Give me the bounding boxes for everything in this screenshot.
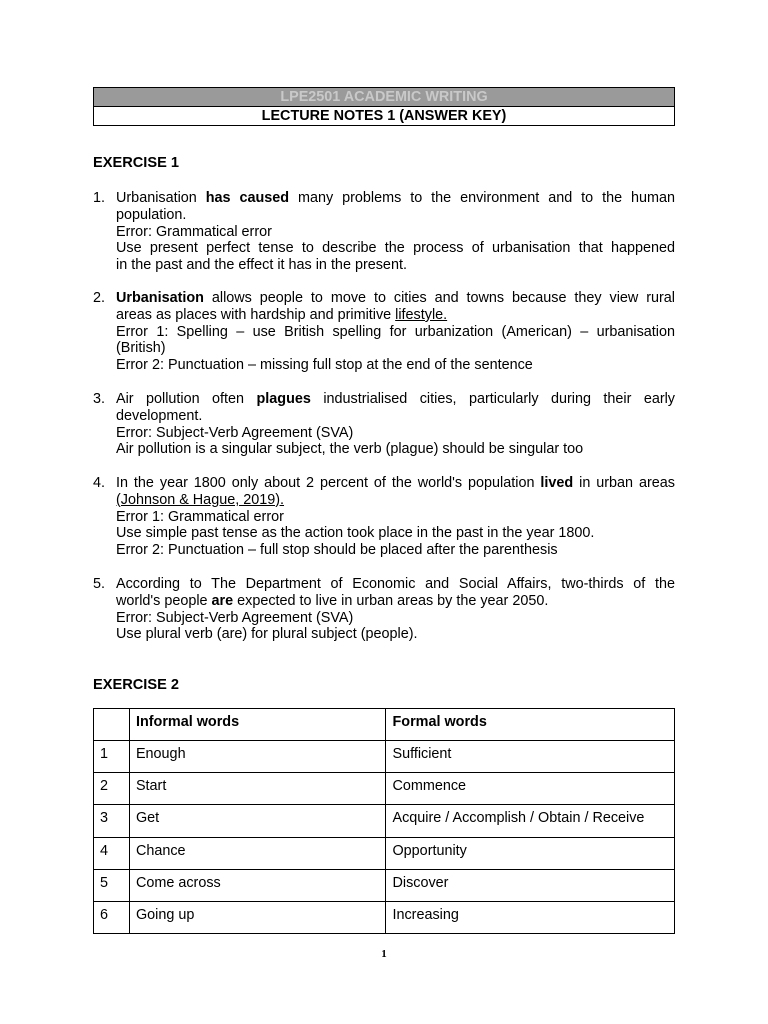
- informal-word: Start: [129, 773, 386, 805]
- item-line: In the year 1800 only about 2 percent of the world's population lived in urban areas: [116, 475, 675, 491]
- error-label: Error 2: Punctuation – missing full stop at the end of the sentence: [116, 357, 533, 374]
- table-row: [94, 902, 675, 934]
- item-line: world's people are expected to live in urban areas by the year 2050.: [116, 592, 549, 609]
- item-line: population.: [116, 206, 187, 223]
- exercise-1-item-3: [93, 391, 675, 458]
- informal-word: Get: [129, 805, 386, 838]
- item-number: 1.: [93, 190, 106, 206]
- course-title: LPE2501 ACADEMIC WRITING: [94, 88, 674, 107]
- table-header-row: [94, 709, 675, 741]
- row-number: 4: [94, 838, 130, 870]
- column-header-informal: Informal words: [129, 709, 386, 741]
- error-label: Error: Grammatical error: [116, 223, 272, 240]
- exercise-1-item-4: [93, 475, 675, 559]
- header-box: [93, 87, 675, 126]
- informal-word: Chance: [129, 838, 386, 870]
- explanation-line: (British): [116, 340, 166, 357]
- exercise-2-heading: EXERCISE 2: [93, 677, 179, 693]
- error-label: Error 2: Punctuation – full stop should be placed after the parenthesis: [116, 542, 558, 559]
- row-number: 2: [94, 773, 130, 805]
- row-number: 3: [94, 805, 130, 838]
- lecture-title: LECTURE NOTES 1 (ANSWER KEY): [261, 108, 507, 124]
- exercise-1-item-1: [93, 190, 675, 274]
- formal-word: Commence: [386, 773, 675, 805]
- words-table: [93, 708, 675, 934]
- formal-word: Sufficient: [386, 741, 675, 773]
- formal-word: Increasing: [386, 902, 675, 934]
- item-line: Air pollution often plagues industrialised cities, particularly during their early: [116, 391, 676, 407]
- formal-word: Discover: [386, 870, 675, 902]
- table-row: [94, 805, 675, 838]
- column-header-formal: Formal words: [386, 709, 675, 741]
- citation: (Johnson & Hague, 2019).: [116, 491, 285, 508]
- item-number: 5.: [93, 576, 106, 592]
- exercise-1-item-2: [93, 290, 675, 374]
- error-label: Error: Subject-Verb Agreement (SVA): [116, 424, 354, 441]
- table-row: [94, 773, 675, 805]
- error-label: Error 1: Grammatical error: [116, 508, 284, 525]
- item-line: Urbanisation has caused many problems to the environment and to the human: [116, 190, 676, 206]
- row-number: 5: [94, 870, 130, 902]
- item-number: 3.: [93, 391, 106, 407]
- row-number: 6: [94, 902, 130, 934]
- column-header-number: [94, 709, 130, 741]
- item-line: development.: [116, 407, 203, 424]
- exercise-1-item-5: [93, 576, 675, 643]
- explanation-line: Air pollution is a singular subject, the verb (plague) should be singular too: [116, 441, 584, 458]
- item-line: areas as places with hardship and primitive lifestyle.: [116, 306, 448, 323]
- informal-word: Enough: [129, 741, 386, 773]
- row-number: 1: [94, 741, 130, 773]
- item-number: 4.: [93, 475, 106, 491]
- informal-word: Going up: [129, 902, 386, 934]
- item-line: Urbanisation allows people to move to cities and towns because they view rural: [116, 290, 675, 306]
- explanation-line: Use plural verb (are) for plural subject (people).: [116, 626, 418, 643]
- table-row: [94, 838, 675, 870]
- table-row: [94, 741, 675, 773]
- formal-word: Acquire / Accomplish / Obtain / Receive: [386, 805, 675, 838]
- item-number: 2.: [93, 290, 106, 306]
- formal-word: Opportunity: [386, 838, 675, 870]
- explanation-line: in the past and the effect it has in the present.: [116, 257, 407, 274]
- error-label: Error 1: Spelling – use British spelling for urbanization (American) – urbanisation: [116, 323, 675, 340]
- informal-word: Come across: [129, 870, 386, 902]
- explanation-line: Use simple past tense as the action took place in the past in the year 1800.: [116, 525, 595, 542]
- page-number: 1: [381, 948, 387, 960]
- explanation-line: Use present perfect tense to describe the process of urbanisation that happened: [116, 240, 675, 257]
- table-row: [94, 870, 675, 902]
- exercise-1-heading: EXERCISE 1: [93, 155, 179, 171]
- item-line: According to The Department of Economic and Social Affairs, two-thirds of the: [116, 576, 675, 592]
- error-label: Error: Subject-Verb Agreement (SVA): [116, 609, 354, 626]
